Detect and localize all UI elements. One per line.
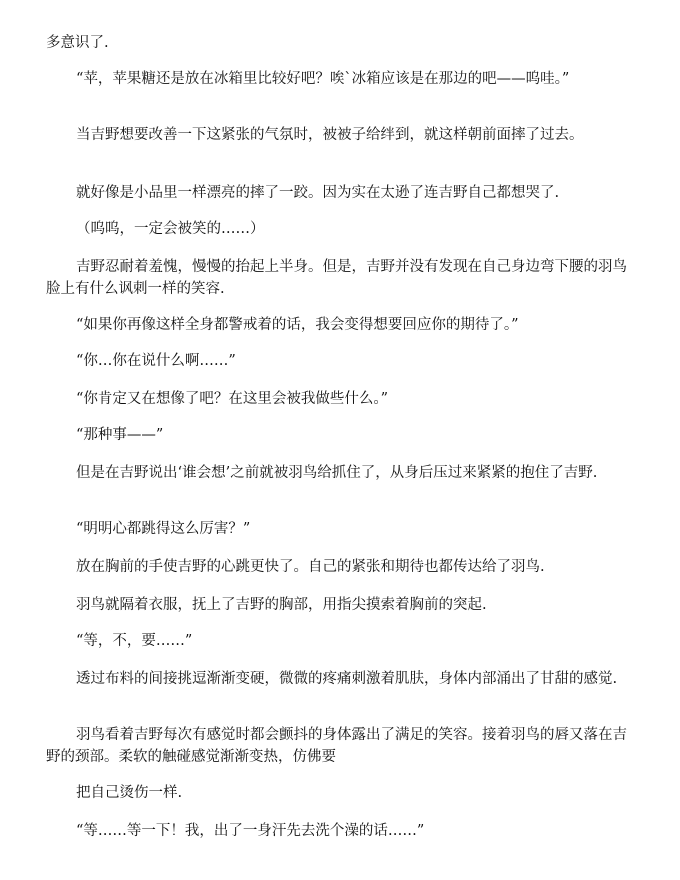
- paragraph-8: “你…你在说什么啊……”: [76, 353, 236, 369]
- paragraph-6: 吉野忍耐着羞愧，慢慢的抬起上半身。但是，吉野并没有发现在自己身边弯下腰的羽鸟脸上有什么讽刺一样的笑容.: [46, 259, 627, 297]
- paragraph-5: （呜呜，一定会被笑的……）: [76, 221, 265, 237]
- paragraph-17: 羽鸟看着吉野每次有感觉时都会颤抖的身体露出了满足的笑容。接着羽鸟的唇又落在吉野的颈部。柔软的触碰感觉渐渐变热，仿佛要: [46, 727, 627, 765]
- paragraph-1: 多意识了.: [46, 35, 109, 51]
- paragraph-9: “你肯定又在想像了吧？在这里会被我做些什么。”: [76, 391, 389, 407]
- paragraph-12: “明明心都跳得这么厉害？”: [76, 521, 251, 537]
- paragraph-11: 但是在吉野说出‘谁会想’之前就被羽鸟给抓住了，从身后压过来紧紧的抱住了吉野.: [76, 465, 598, 481]
- paragraph-15: “等，不，要……”: [76, 633, 193, 649]
- paragraph-13: 放在胸前的手使吉野的心跳更快了。自己的紧张和期待也都传达给了羽鸟.: [76, 559, 545, 575]
- paragraph-10: “那种事——”: [76, 427, 164, 443]
- paragraph-3: 当吉野想要改善一下这紧张的气氛时，被被子给绊到，就这样朝前面摔了过去。: [76, 127, 584, 143]
- paragraph-16: 透过布料的间接挑逗渐渐变硬，微微的疼痛刺激着肌肤，身体内部涌出了甘甜的感觉.: [76, 671, 618, 687]
- paragraph-4: 就好像是小品里一样漂亮的摔了一跤。因为实在太逊了连吉野自己都想哭了.: [76, 185, 560, 201]
- paragraph-7: “如果你再像这样全身都警戒着的话，我会变得想要回应你的期待了。”: [76, 317, 519, 333]
- paragraph-18: 把自己烫伤一样.: [76, 785, 183, 801]
- paragraph-2: “苹，苹果糖还是放在冰箱里比较好吧？唉`冰箱应该是在那边的吧——呜哇。”: [76, 71, 570, 87]
- paragraph-14: 羽鸟就隔着衣服，抚上了吉野的胸部，用指尖摸索着胸前的突起.: [76, 597, 487, 613]
- paragraph-19: “等……等一下！我，出了一身汗先去洗个澡的话……”: [76, 823, 425, 839]
